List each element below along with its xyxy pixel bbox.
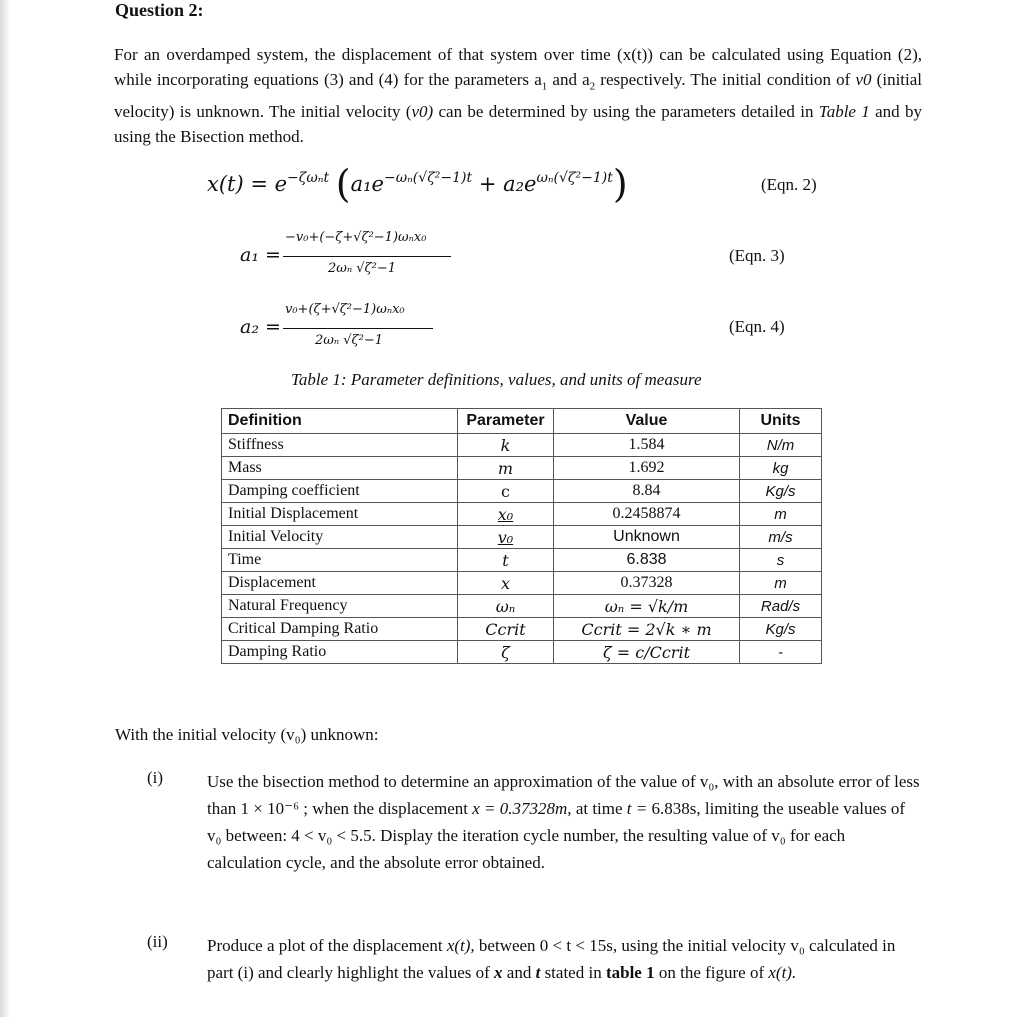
item-i-text-c: at time bbox=[571, 799, 627, 818]
eqn4-numerator: v₀+(ζ+√ζ²−1)ωₙx₀ bbox=[285, 302, 405, 317]
table-row bbox=[222, 549, 822, 572]
table-row bbox=[222, 572, 822, 595]
item-ii-text-h: table 1 bbox=[605, 963, 655, 982]
table-row bbox=[222, 595, 822, 618]
header-parameter: Parameter bbox=[458, 409, 554, 434]
item-ii-text-e: and bbox=[502, 963, 536, 982]
cell-parameter: c bbox=[458, 480, 554, 503]
cell-definition: Displacement bbox=[222, 572, 458, 595]
cell-units: kg bbox=[740, 457, 822, 480]
cell-units: Kg/s bbox=[740, 618, 822, 641]
item-ii-text-j: x(t). bbox=[768, 963, 797, 982]
lead-text: With the initial velocity (v₀) unknown: bbox=[115, 725, 379, 744]
item-text-i bbox=[207, 768, 922, 876]
eqn3-denominator: 2ωₙ √ζ²−1 bbox=[328, 261, 396, 276]
eqn2-close-paren: ) bbox=[612, 162, 628, 206]
cell-value: 1.584 bbox=[554, 434, 740, 457]
eqn3-fraction-bar bbox=[283, 256, 451, 257]
cell-value: 6.838 bbox=[554, 549, 740, 572]
eqn4-denominator: 2ωₙ √ζ²−1 bbox=[315, 333, 383, 348]
cell-units: Rad/s bbox=[740, 595, 822, 618]
cell-parameter: x bbox=[458, 572, 554, 595]
eqn2-label: (Eqn. 2) bbox=[761, 175, 817, 194]
cell-units: m bbox=[740, 572, 822, 595]
cell-parameter: k bbox=[458, 434, 554, 457]
table-row bbox=[222, 641, 822, 664]
cell-units: N/m bbox=[740, 434, 822, 457]
intro-text-3: respectively. The initial condition of bbox=[595, 70, 856, 89]
eqn4-lhs: a₂ = bbox=[240, 316, 281, 338]
cell-value: 0.2458874 bbox=[554, 503, 740, 526]
intro-text-6: and by using the Bisection method. bbox=[114, 102, 923, 147]
cell-value: 8.84 bbox=[554, 480, 740, 503]
cell-definition: Stiffness bbox=[222, 434, 458, 457]
cell-units: s bbox=[740, 549, 822, 572]
eqn2-exp-1: −ζωₙt bbox=[287, 170, 330, 186]
intro-sub-2: 2 bbox=[589, 80, 596, 93]
intro-v0-2: v0) bbox=[411, 102, 434, 122]
intro-sub-1: 1 bbox=[541, 80, 548, 93]
cell-definition: Mass bbox=[222, 457, 458, 480]
cell-parameter: m bbox=[458, 457, 554, 480]
intro-text-2: and a bbox=[547, 70, 590, 89]
cell-value: Ccrit = 2√k ∗ m bbox=[554, 618, 740, 641]
eqn4-label: (Eqn. 4) bbox=[729, 317, 785, 336]
cell-parameter: Ccrit bbox=[458, 618, 554, 641]
cell-units: - bbox=[740, 641, 822, 664]
item-ii-text-f: t bbox=[535, 963, 541, 982]
page-edge-shadow bbox=[0, 0, 10, 1017]
eqn3-label: (Eqn. 3) bbox=[729, 246, 785, 265]
cell-definition: Damping coefficient bbox=[222, 480, 458, 503]
cell-parameter: t bbox=[458, 549, 554, 572]
intro-v0-1: v0 bbox=[855, 70, 872, 89]
table-row bbox=[222, 503, 822, 526]
eqn2-open-paren: ( bbox=[335, 162, 351, 206]
intro-text-4: (initial velocity) is unknown. The initial velocity ( bbox=[114, 70, 923, 122]
table-row bbox=[222, 480, 822, 503]
eqn2-exp-3: ωₙ(√ζ²−1)t bbox=[536, 170, 613, 186]
table-row bbox=[222, 434, 822, 457]
question-title: Question 2: bbox=[115, 0, 204, 20]
intro-table-ref: Table 1 bbox=[818, 102, 870, 122]
item-text-ii bbox=[207, 932, 922, 986]
item-i-text-b: x = 0.37328m, bbox=[472, 799, 572, 818]
item-ii-text-i: on the figure of bbox=[654, 963, 769, 982]
cell-units: m/s bbox=[740, 526, 822, 549]
cell-units: Kg/s bbox=[740, 480, 822, 503]
cell-units: m bbox=[740, 503, 822, 526]
header-definition: Definition bbox=[222, 409, 458, 434]
intro-paragraph bbox=[114, 42, 922, 149]
table-row bbox=[222, 457, 822, 480]
header-units: Units bbox=[740, 409, 822, 434]
intro-text-1: For an overdamped system, the displacement of that system over time (x(t)) can be calculated using Equation (2), while incorporating equations (3) and (4) for the parameters a bbox=[114, 45, 922, 89]
cell-definition: Natural Frequency bbox=[222, 595, 458, 618]
cell-parameter: v₀ bbox=[458, 526, 554, 549]
table-row bbox=[222, 526, 822, 549]
item-ii-text-g: stated in bbox=[540, 963, 606, 982]
eqn4-fraction-bar bbox=[283, 328, 433, 329]
cell-definition: Initial Displacement bbox=[222, 503, 458, 526]
cell-definition: Critical Damping Ratio bbox=[222, 618, 458, 641]
cell-parameter: ωₙ bbox=[458, 595, 554, 618]
cell-parameter: ζ bbox=[458, 641, 554, 664]
item-i-text-e: 6.838s, limiting the useable values of v₀ between: 4 < v₀ < 5.5. Display the iteration cycle number, the resulting value of v₀ for each calculation cycle, and the absolute error obtained. bbox=[207, 799, 906, 872]
parameter-table bbox=[221, 408, 822, 664]
eqn3-lhs: a₁ = bbox=[240, 244, 281, 266]
cell-value: 1.692 bbox=[554, 457, 740, 480]
cell-parameter: x₀ bbox=[458, 503, 554, 526]
cell-definition: Time bbox=[222, 549, 458, 572]
item-ii-text-c: between 0 < t < 15s, using the initial velocity v₀ calculated in part (i) and clearly highlight the values of bbox=[207, 936, 896, 982]
item-ii-text-b: x(t), bbox=[446, 936, 475, 955]
intro-text-5: can be determined by using the parameters detailed in bbox=[433, 102, 819, 122]
cell-value: ζ = c/Ccrit bbox=[554, 641, 740, 664]
item-i-text-a: Use the bisection method to determine an approximation of the value of v₀, with an absolute error of less than 1 × 10⁻⁶ ; when the displacement bbox=[207, 772, 920, 818]
table-caption: Table 1: Parameter definitions, values, and units of measure bbox=[291, 370, 702, 389]
equation-2 bbox=[207, 162, 628, 206]
item-ii-text-d: x bbox=[494, 963, 503, 982]
cell-definition: Damping Ratio bbox=[222, 641, 458, 664]
eqn2-a1-term: a₁e bbox=[350, 172, 384, 196]
header-value: Value bbox=[554, 409, 740, 434]
item-number-ii: (ii) bbox=[147, 932, 168, 951]
table-row bbox=[222, 618, 822, 641]
item-i-text-d: t = bbox=[626, 799, 648, 818]
cell-definition: Initial Velocity bbox=[222, 526, 458, 549]
eqn3-numerator: −v₀+(−ζ+√ζ²−1)ωₙx₀ bbox=[285, 230, 427, 245]
cell-value: 0.37328 bbox=[554, 572, 740, 595]
cell-value: ωₙ = √k/m bbox=[554, 595, 740, 618]
eqn2-lhs: x(t) = e bbox=[207, 172, 288, 196]
table-header-row bbox=[222, 409, 822, 434]
item-number-i: (i) bbox=[147, 768, 164, 787]
cell-value: Unknown bbox=[554, 526, 740, 549]
eqn2-a2-term: + a₂e bbox=[478, 172, 537, 196]
item-ii-text-a: Produce a plot of the displacement bbox=[207, 936, 447, 955]
eqn2-exp-2: −ωₙ(√ζ²−1)t bbox=[383, 170, 473, 186]
